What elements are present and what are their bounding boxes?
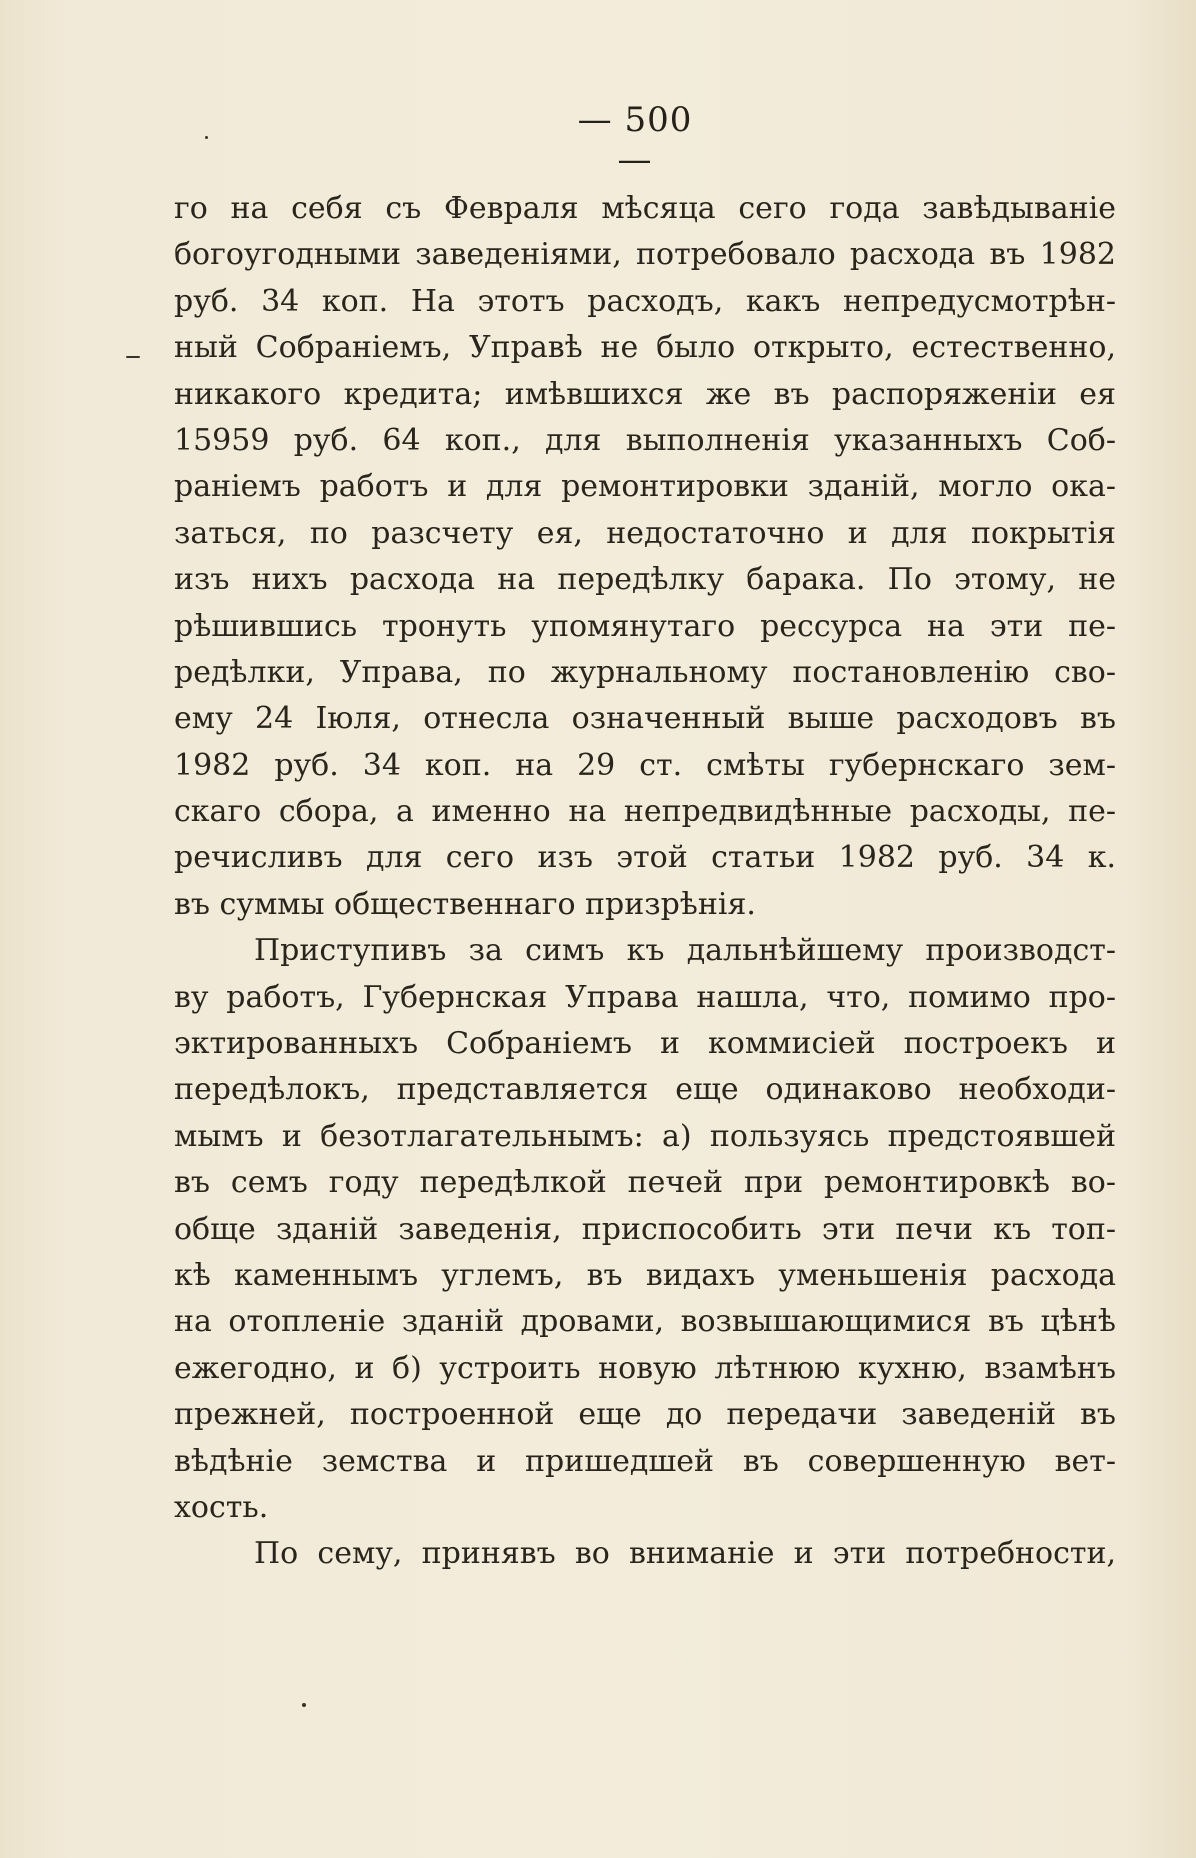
text-line: эктированныхъ Собраніемъ и коммисіей построекъ и — [174, 1026, 1116, 1062]
text-line: рѣшившись тронуть упомянутаго рессурса на эти пе- — [174, 608, 1116, 644]
text-line: руб. 34 коп. На этотъ расходъ, какъ непредусмотрѣн- — [174, 283, 1116, 319]
text-line: заться, по разсчету ея, недостаточно и для покрытія — [174, 515, 1116, 551]
text-line: ный Собраніемъ, Управѣ не было открыто, естественно, — [174, 330, 1116, 366]
text-line: на отопленіе зданій дровами, возвышающимися въ цѣнѣ — [174, 1304, 1116, 1340]
text-line: редѣлки, Управа, по журнальному постановленію сво- — [174, 654, 1116, 690]
body-text — [174, 186, 1116, 1578]
margin-mark — [126, 356, 140, 358]
text-line: 15959 руб. 64 коп., для выполненія указанныхъ Соб- — [174, 422, 1116, 458]
text-line: го на себя съ Февраля мѣсяца сего года завѣдываніе — [174, 191, 1116, 226]
ink-speck — [302, 1703, 306, 1707]
text-line: Приступивъ за симъ къ дальнѣйшему производст- — [254, 933, 1116, 969]
text-line: 1982 руб. 34 коп. на 29 ст. смѣты губернскаго зем- — [174, 747, 1116, 783]
text-line: обще зданій заведенія, приспособить эти печи къ топ- — [174, 1211, 1116, 1247]
text-line: въ суммы общественнаго призрѣнія. — [174, 886, 756, 922]
text-line: речисливъ для сего изъ этой статьи 1982 руб. 34 к. — [174, 840, 1116, 876]
text-line: ву работъ, Губернская Управа нашла, что, помимо про- — [174, 979, 1116, 1015]
text-line: прежней, построенной еще до передачи заведеній въ — [174, 1397, 1116, 1433]
text-line: По сему, принявъ во вниманіе и эти потребности, — [254, 1536, 1116, 1572]
text-line: хость. — [174, 1489, 269, 1525]
text-line: кѣ каменнымъ углемъ, въ видахъ уменьшенія расхода — [174, 1257, 1116, 1293]
text-line: вѣдѣніе земства и пришедшей въ совершенную вет- — [174, 1443, 1116, 1479]
text-line: въ семъ году передѣлкой печей при ремонтировкѣ во- — [174, 1165, 1116, 1201]
text-line: богоугодными заведеніями, потребовало расхода въ 1982 — [174, 237, 1116, 273]
text-line: раніемъ работъ и для ремонтировки зданій, могло ока- — [174, 469, 1116, 505]
text-line: скаго сбора, а именно на непредвидѣнные расходы, пе- — [174, 794, 1116, 830]
page-number: — 500 — — [577, 100, 693, 180]
text-line: передѣлокъ, представляется еще одинаково необходи- — [174, 1072, 1116, 1108]
text-line: ежегодно, и б) устроить новую лѣтнюю кухню, взамѣнъ — [174, 1350, 1116, 1386]
text-line: изъ нихъ расхода на передѣлку барака. По этому, не — [174, 562, 1116, 598]
ink-speck — [205, 136, 208, 139]
text-line: ему 24 Іюля, отнесла означенный выше расходовъ въ — [174, 701, 1116, 737]
text-line: мымъ и безотлагательнымъ: а) пользуясь предстоявшей — [174, 1118, 1116, 1154]
text-line: никакого кредита; имѣвшихся же въ распоряженіи ея — [174, 376, 1116, 412]
